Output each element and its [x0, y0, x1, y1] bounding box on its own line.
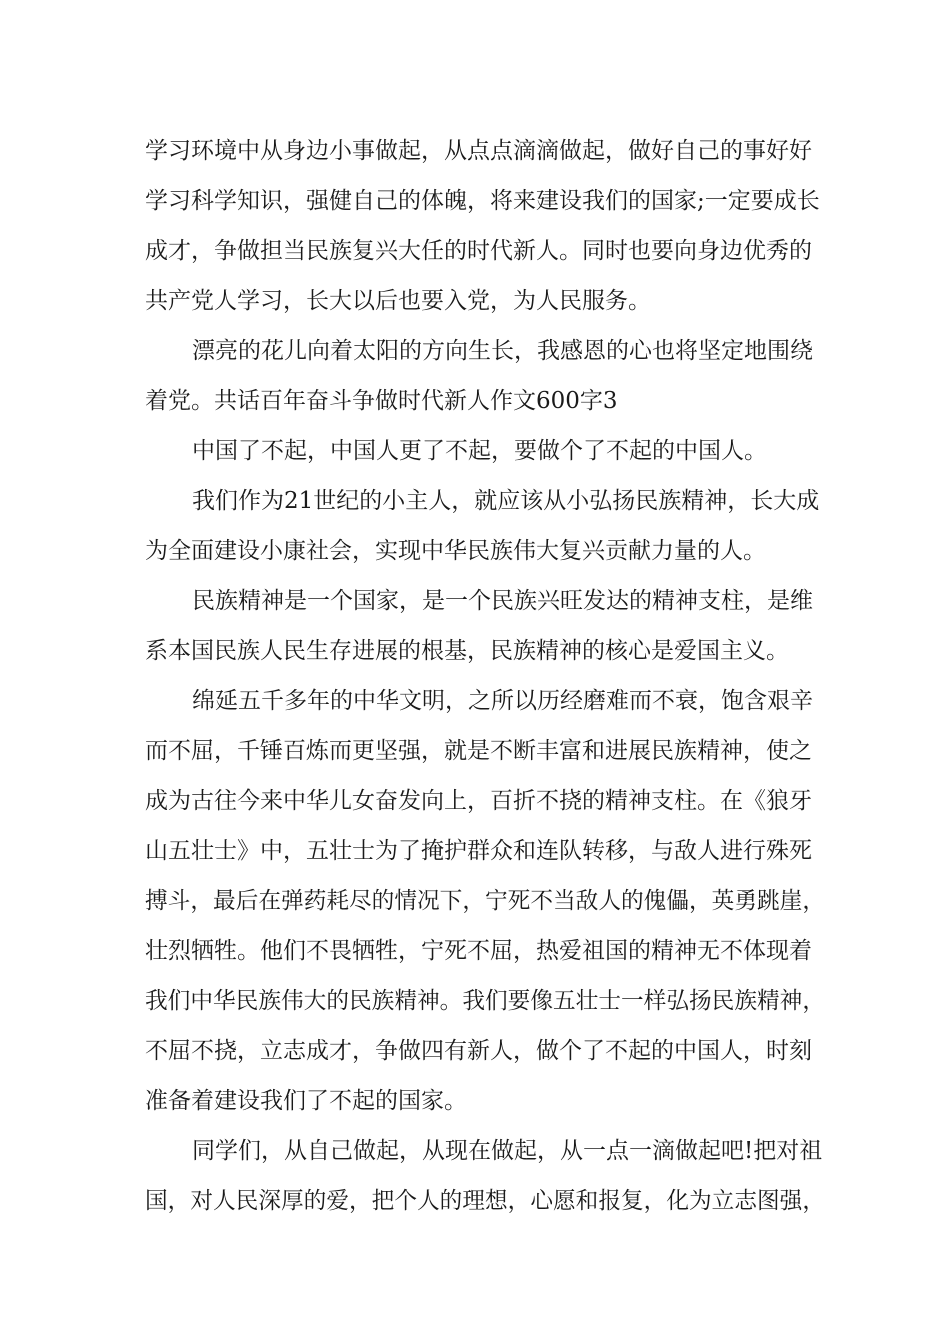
line-text: 我们作为21世纪的小主人，就应该从小弘扬民族精神，长大成	[192, 488, 820, 514]
line-text: 学习环境中从身边小事做起，从点点滴滴做起，做好自己的事好好	[145, 138, 812, 164]
text-line	[0, 231, 950, 271]
text-line	[0, 331, 950, 371]
text-line	[0, 1081, 950, 1121]
line-text: 国，对人民深厚的爱，把个人的理想，心愿和报复，化为立志图强，	[145, 1188, 825, 1214]
line-text: 为全面建设小康社会，实现中华民族伟大复兴贡献力量的人。	[145, 538, 766, 564]
text-line	[0, 181, 950, 221]
text-line	[0, 581, 950, 621]
text-line	[0, 881, 950, 921]
line-text: 着党。共话百年奋斗争做时代新人作文600字3	[145, 388, 618, 414]
line-text: 绵延五千多年的中华文明，之所以历经磨难而不衰，饱含艰辛	[192, 688, 813, 714]
text-line	[0, 781, 950, 821]
text-line	[0, 731, 950, 771]
text-line	[0, 981, 950, 1021]
line-text: 山五壮士》中，五壮士为了掩护群众和连队转移，与敌人进行殊死	[145, 838, 812, 864]
text-line	[0, 631, 950, 671]
text-line	[0, 431, 950, 471]
line-text: 搏斗，最后在弹药耗尽的情况下，宁死不当敌人的傀儡，英勇跳崖，	[145, 888, 825, 914]
text-line	[0, 481, 950, 521]
line-text: 而不屈，千锤百炼而更坚强，就是不断丰富和进展民族精神，使之	[145, 738, 812, 764]
text-line	[0, 1031, 950, 1071]
line-text: 成才，争做担当民族复兴大任的时代新人。同时也要向身边优秀的	[145, 238, 812, 264]
line-text: 漂亮的花儿向着太阳的方向生长，我感恩的心也将坚定地围绕	[192, 338, 813, 364]
line-text: 不屈不挠，立志成才，争做四有新人，做个了不起的中国人，时刻	[145, 1038, 812, 1064]
line-text: 成为古往今来中华儿女奋发向上，百折不挠的精神支柱。在《狼牙	[145, 788, 812, 814]
line-text: 壮烈牺牲。他们不畏牺牲，宁死不屈，热爱祖国的精神无不体现着	[145, 938, 812, 964]
text-line	[0, 131, 950, 171]
text-line	[0, 931, 950, 971]
line-text: 同学们，从自己做起，从现在做起，从一点一滴做起吧!把对祖	[192, 1138, 823, 1164]
line-text: 民族精神是一个国家，是一个民族兴旺发达的精神支柱，是维	[192, 588, 813, 614]
line-text: 学习科学知识，强健自己的体魄，将来建设我们的国家;一定要成长	[145, 188, 820, 214]
line-text: 中国了不起，中国人更了不起，要做个了不起的中国人。	[192, 438, 767, 464]
text-line	[0, 1181, 950, 1221]
text-line	[0, 1131, 950, 1171]
text-line	[0, 681, 950, 721]
text-line	[0, 531, 950, 571]
line-text: 我们中华民族伟大的民族精神。我们要像五壮士一样弘扬民族精神，	[145, 988, 825, 1014]
text-line	[0, 831, 950, 871]
text-line	[0, 281, 950, 321]
line-text: 系本国民族人民生存进展的根基，民族精神的核心是爱国主义。	[145, 638, 789, 664]
line-text: 共产党人学习，长大以后也要入党，为人民服务。	[145, 288, 651, 314]
text-line	[0, 381, 950, 421]
line-text: 准备着建设我们了不起的国家。	[145, 1088, 467, 1114]
